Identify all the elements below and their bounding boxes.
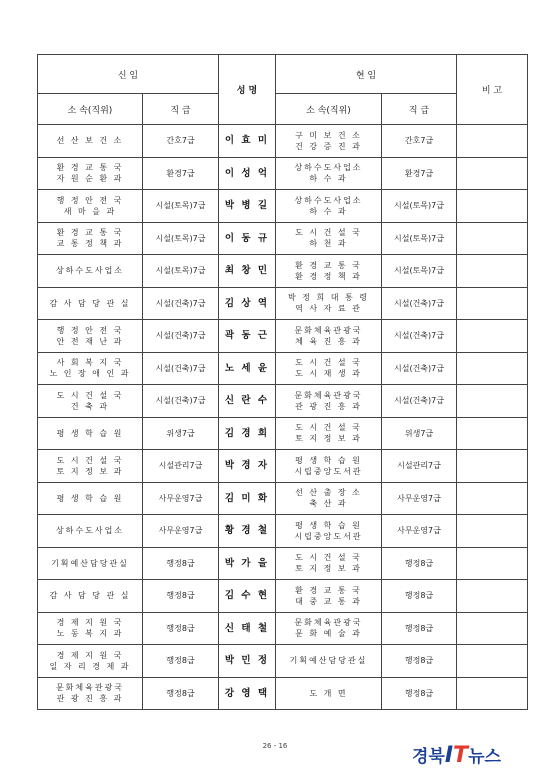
header-new-grade: 직 급: [143, 94, 219, 125]
current-affiliation-cell: [276, 385, 382, 418]
current-grade-cell-text: 행정8급: [404, 688, 434, 698]
current-affiliation-cell: [276, 580, 382, 613]
table-row: [38, 417, 528, 450]
current-grade-cell-text: 환경7급: [404, 168, 434, 178]
new-affiliation-cell: [38, 385, 143, 418]
name-cell-text: 곽 동 근: [224, 330, 270, 342]
new-grade-cell-text: 행정8급: [166, 623, 195, 633]
new-affiliation-cell: [38, 547, 143, 580]
remarks-cell: [457, 580, 528, 613]
current-grade-cell-text: 행정8급: [404, 558, 434, 568]
current-grade-cell: [382, 482, 457, 515]
remarks-cell: [457, 645, 528, 678]
current-affiliation-cell: [276, 612, 382, 645]
current-affiliation-cell: [276, 515, 382, 548]
remarks-cell: [457, 320, 528, 353]
new-grade-cell: [143, 547, 219, 580]
name-cell: [219, 482, 276, 515]
new-affiliation-cell-text: 경 제 지 원 국 노 동 복 지 과: [56, 618, 124, 639]
current-affiliation-cell: [276, 125, 382, 158]
name-cell-text: 신 란 수: [224, 395, 270, 407]
new-affiliation-cell-text: 선 산 보 건 소: [56, 136, 124, 146]
name-cell-text: 이 성 억: [224, 167, 270, 179]
current-grade-cell-text: 시설관리7급: [397, 461, 441, 471]
current-grade-cell: [382, 580, 457, 613]
new-grade-cell: [143, 515, 219, 548]
current-affiliation-cell-text: 환 경 교 통 국 환 경 정 책 과: [295, 260, 362, 281]
current-grade-cell: [382, 547, 457, 580]
new-grade-cell-text: 시설(토목)7급: [155, 201, 206, 211]
current-affiliation-cell-text: 도 시 건 설 국 토 지 정 보 과: [295, 553, 362, 574]
page-number: 26 - 16: [262, 742, 288, 750]
new-grade-cell: [143, 222, 219, 255]
name-cell: [219, 190, 276, 223]
new-grade-cell: [143, 645, 219, 678]
remarks-cell: [457, 677, 528, 710]
remarks-cell: [457, 417, 528, 450]
current-grade-cell-text: 행정8급: [404, 656, 434, 666]
table-row: [38, 190, 528, 223]
current-affiliation-cell: [276, 320, 382, 353]
new-grade-cell-text: 행정8급: [166, 656, 195, 666]
new-grade-cell-text: 시설(토목)7급: [155, 266, 206, 276]
current-grade-cell: [382, 645, 457, 678]
new-affiliation-cell-text: 행 정 안 전 국 안 전 재 난 과: [56, 325, 124, 346]
new-affiliation-cell-text: 행 정 안 전 국 새 마 을 과: [56, 195, 124, 216]
current-grade-cell-text: 시설(토목)7급: [394, 233, 444, 243]
current-grade-cell: [382, 612, 457, 645]
current-grade-cell: [382, 157, 457, 190]
new-grade-cell-text: 행정8급: [166, 688, 195, 698]
table-row: [38, 580, 528, 613]
new-affiliation-cell: [38, 677, 143, 710]
new-affiliation-cell-text: 기획예산담당관실: [51, 558, 129, 568]
new-grade-cell-text: 시설관리7급: [158, 461, 203, 471]
table-row: [38, 515, 528, 548]
name-cell-text: 이 효 미: [224, 135, 270, 147]
new-grade-cell-text: 행정8급: [166, 558, 195, 568]
new-grade-cell-text: 행정8급: [166, 591, 195, 601]
current-affiliation-cell-text: 선 산 출 장 소 축 산 과: [295, 488, 362, 509]
name-cell: [219, 255, 276, 288]
current-grade-cell: [382, 450, 457, 483]
name-cell: [219, 417, 276, 450]
new-grade-cell-text: 위생7급: [166, 428, 195, 438]
new-grade-cell: [143, 157, 219, 190]
table-row: [38, 482, 528, 515]
current-affiliation-cell-text: 문화체육관광국 체 육 진 흥 과: [294, 325, 363, 346]
name-cell: [219, 645, 276, 678]
current-grade-cell-text: 시설(건축)7급: [394, 298, 444, 308]
name-cell-text: 박 민 정: [224, 655, 270, 667]
new-grade-cell: [143, 190, 219, 223]
new-affiliation-cell: [38, 287, 143, 320]
logo-text-post: 뉴스: [468, 747, 501, 767]
current-grade-cell-text: 사무운영7급: [397, 493, 441, 503]
name-cell-text: 신 태 철: [224, 622, 270, 634]
table-row: [38, 125, 528, 158]
header-name: 성 명: [219, 55, 276, 125]
current-affiliation-cell-text: 환 경 교 통 국 대 중 교 통 과: [295, 585, 362, 606]
new-grade-cell: [143, 417, 219, 450]
current-affiliation-cell: [276, 352, 382, 385]
header-current-grade: 직 급: [382, 94, 457, 125]
name-cell: [219, 157, 276, 190]
current-grade-cell-text: 행정8급: [404, 623, 434, 633]
remarks-cell: [457, 255, 528, 288]
current-affiliation-cell: [276, 677, 382, 710]
logo-it-i: I: [444, 743, 454, 768]
table-row: [38, 222, 528, 255]
new-affiliation-cell: [38, 417, 143, 450]
logo-text-pre: 경북: [412, 747, 445, 767]
header-remarks: 비 고: [457, 55, 528, 125]
name-cell: [219, 547, 276, 580]
new-affiliation-cell: [38, 515, 143, 548]
new-affiliation-cell: [38, 482, 143, 515]
current-affiliation-cell: [276, 190, 382, 223]
current-affiliation-cell-text: 문화체육관광국 문 화 예 술 과: [294, 618, 363, 639]
header-new-affiliation: 소 속(직위): [38, 94, 143, 125]
name-cell-text: 김 수 현: [224, 590, 270, 602]
new-affiliation-cell: [38, 352, 143, 385]
table-row: [38, 157, 528, 190]
current-grade-cell-text: 시설(토목)7급: [394, 201, 444, 211]
name-cell-text: 김 경 희: [224, 427, 270, 439]
new-affiliation-cell-text: 경 제 지 원 국 일 자 리 경 제 과: [49, 650, 131, 671]
remarks-cell: [457, 190, 528, 223]
new-grade-cell: [143, 320, 219, 353]
current-grade-cell-text: 간호7급: [404, 136, 434, 146]
new-grade-cell: [143, 385, 219, 418]
new-affiliation-cell-text: 문화체육관광국 관 광 진 흥 과: [55, 683, 125, 704]
current-grade-cell: [382, 222, 457, 255]
current-grade-cell-text: 행정8급: [404, 591, 434, 601]
current-grade-cell: [382, 385, 457, 418]
current-affiliation-cell-text: 평 생 학 습 원 시립중앙도서관: [294, 520, 363, 541]
new-affiliation-cell-text: 환 경 교 통 국 자 원 순 환 과: [56, 163, 124, 184]
new-grade-cell-text: 사무운영7급: [158, 526, 203, 536]
new-affiliation-cell: [38, 580, 143, 613]
current-affiliation-cell: [276, 287, 382, 320]
current-affiliation-cell: [276, 222, 382, 255]
current-affiliation-cell-text: 기획예산담당관실: [289, 656, 368, 666]
current-grade-cell: [382, 287, 457, 320]
current-affiliation-cell-text: 평 생 학 습 원 시립중앙도서관: [294, 455, 363, 476]
current-affiliation-cell: [276, 417, 382, 450]
table-row: [38, 255, 528, 288]
remarks-cell: [457, 352, 528, 385]
current-grade-cell: [382, 125, 457, 158]
new-affiliation-cell: [38, 612, 143, 645]
name-cell: [219, 385, 276, 418]
name-cell-text: 황 경 철: [224, 525, 270, 537]
new-grade-cell: [143, 612, 219, 645]
current-grade-cell: [382, 352, 457, 385]
new-grade-cell-text: 시설(건축)7급: [155, 363, 206, 373]
new-affiliation-cell-text: 도 시 건 설 국 건 축 과: [56, 390, 124, 411]
new-grade-cell: [143, 125, 219, 158]
new-affiliation-cell-text: 평 생 학 습 원: [56, 428, 124, 438]
current-grade-cell-text: 시설(건축)7급: [394, 363, 444, 373]
table-row: [38, 352, 528, 385]
new-grade-cell-text: 사무운영7급: [158, 493, 203, 503]
name-cell: [219, 450, 276, 483]
table-row: [38, 645, 528, 678]
name-cell-text: 김 미 화: [224, 492, 270, 504]
name-cell-text: 박 경 자: [224, 460, 270, 472]
table-row: [38, 320, 528, 353]
new-affiliation-cell: [38, 157, 143, 190]
name-cell: [219, 515, 276, 548]
current-grade-cell-text: 위생7급: [404, 428, 434, 438]
new-grade-cell: [143, 287, 219, 320]
current-affiliation-cell-text: 도 시 건 설 국 하 천 과: [295, 228, 362, 249]
remarks-cell: [457, 125, 528, 158]
new-affiliation-cell: [38, 222, 143, 255]
current-grade-cell: [382, 417, 457, 450]
remarks-cell: [457, 385, 528, 418]
name-cell-text: 이 동 규: [224, 232, 270, 244]
name-cell-text: 강 영 택: [224, 687, 270, 699]
current-affiliation-cell: [276, 450, 382, 483]
new-affiliation-cell-text: 감 사 담 당 관 실: [49, 298, 131, 308]
new-grade-cell-text: 시설(건축)7급: [155, 396, 206, 406]
new-grade-cell: [143, 352, 219, 385]
new-grade-cell: [143, 580, 219, 613]
current-affiliation-cell-text: 도 시 건 설 국 토 지 정 보 과: [295, 423, 362, 444]
personnel-table: [37, 54, 528, 710]
current-affiliation-cell-text: 문화체육관광국 관 광 진 흥 과: [294, 390, 363, 411]
new-grade-cell: [143, 450, 219, 483]
current-affiliation-cell-text: 상하수도사업소 하 수 과: [294, 163, 363, 184]
new-affiliation-cell-text: 도 시 건 설 국 토 지 정 보 과: [56, 455, 124, 476]
name-cell: [219, 677, 276, 710]
new-affiliation-cell: [38, 190, 143, 223]
current-affiliation-cell-text: 상하수도사업소 하 수 과: [294, 195, 363, 216]
table-row: [38, 677, 528, 710]
current-affiliation-cell: [276, 482, 382, 515]
news-logo-watermark: [412, 742, 501, 770]
remarks-cell: [457, 222, 528, 255]
current-grade-cell-text: 사무운영7급: [397, 526, 441, 536]
new-affiliation-cell-text: 감 사 담 당 관 실: [49, 591, 131, 601]
current-grade-cell: [382, 677, 457, 710]
table-row: [38, 450, 528, 483]
remarks-cell: [457, 482, 528, 515]
name-cell: [219, 287, 276, 320]
name-cell-text: 노 세 윤: [224, 362, 270, 374]
new-grade-cell-text: 간호7급: [166, 136, 195, 146]
new-affiliation-cell: [38, 450, 143, 483]
table-body: [38, 125, 528, 710]
header-new-post: 신 임: [38, 55, 219, 94]
table-row: [38, 385, 528, 418]
logo-it-t: T: [453, 743, 469, 768]
new-grade-cell-text: 시설(건축)7급: [155, 331, 206, 341]
new-affiliation-cell: [38, 320, 143, 353]
current-grade-cell: [382, 190, 457, 223]
current-grade-cell-text: 시설(토목)7급: [394, 266, 444, 276]
new-affiliation-cell-text: 평 생 학 습 원: [56, 493, 124, 503]
new-grade-cell: [143, 482, 219, 515]
new-grade-cell-text: 환경7급: [166, 168, 195, 178]
name-cell: [219, 352, 276, 385]
new-grade-cell-text: 시설(토목)7급: [155, 233, 206, 243]
remarks-cell: [457, 287, 528, 320]
current-affiliation-cell: [276, 547, 382, 580]
remarks-cell: [457, 157, 528, 190]
table-row: [38, 547, 528, 580]
current-affiliation-cell: [276, 645, 382, 678]
current-grade-cell: [382, 320, 457, 353]
current-affiliation-cell-text: 도 개 면: [309, 688, 348, 698]
new-affiliation-cell-text: 환 경 교 통 국 교 통 정 책 과: [56, 228, 124, 249]
name-cell: [219, 612, 276, 645]
new-grade-cell-text: 시설(건축)7급: [155, 298, 206, 308]
name-cell: [219, 320, 276, 353]
new-grade-cell: [143, 677, 219, 710]
name-cell-text: 박 병 길: [224, 200, 270, 212]
current-affiliation-cell: [276, 157, 382, 190]
current-grade-cell: [382, 515, 457, 548]
header-current-affiliation: 소 속(직위): [276, 94, 382, 125]
name-cell: [219, 580, 276, 613]
table-row: [38, 612, 528, 645]
current-grade-cell: [382, 255, 457, 288]
remarks-cell: [457, 450, 528, 483]
new-affiliation-cell: [38, 645, 143, 678]
new-grade-cell: [143, 255, 219, 288]
name-cell: [219, 222, 276, 255]
new-affiliation-cell: [38, 125, 143, 158]
remarks-cell: [457, 515, 528, 548]
name-cell: [219, 125, 276, 158]
name-cell-text: 김 상 역: [224, 297, 270, 309]
remarks-cell: [457, 612, 528, 645]
new-affiliation-cell-text: 사 회 복 지 국 노 인 장 애 인 과: [49, 358, 131, 379]
current-affiliation-cell-text: 박 정 희 대 통 령 역 사 자 료 관: [287, 293, 370, 314]
name-cell-text: 최 창 민: [224, 265, 270, 277]
name-cell-text: 박 가 을: [224, 557, 270, 569]
remarks-cell: [457, 547, 528, 580]
current-grade-cell-text: 시설(건축)7급: [394, 331, 444, 341]
current-affiliation-cell-text: 구 미 보 건 소 건 강 증 진 과: [295, 130, 362, 151]
new-affiliation-cell-text: 상하수도사업소: [55, 526, 125, 536]
new-affiliation-cell: [38, 255, 143, 288]
current-affiliation-cell-text: 도 시 건 설 국 도 시 재 생 과: [295, 358, 362, 379]
new-affiliation-cell-text: 상하수도사업소: [55, 266, 125, 276]
table-row: [38, 287, 528, 320]
current-affiliation-cell: [276, 255, 382, 288]
header-current-post: 현 임: [276, 55, 457, 94]
current-grade-cell-text: 시설(건축)7급: [394, 396, 444, 406]
